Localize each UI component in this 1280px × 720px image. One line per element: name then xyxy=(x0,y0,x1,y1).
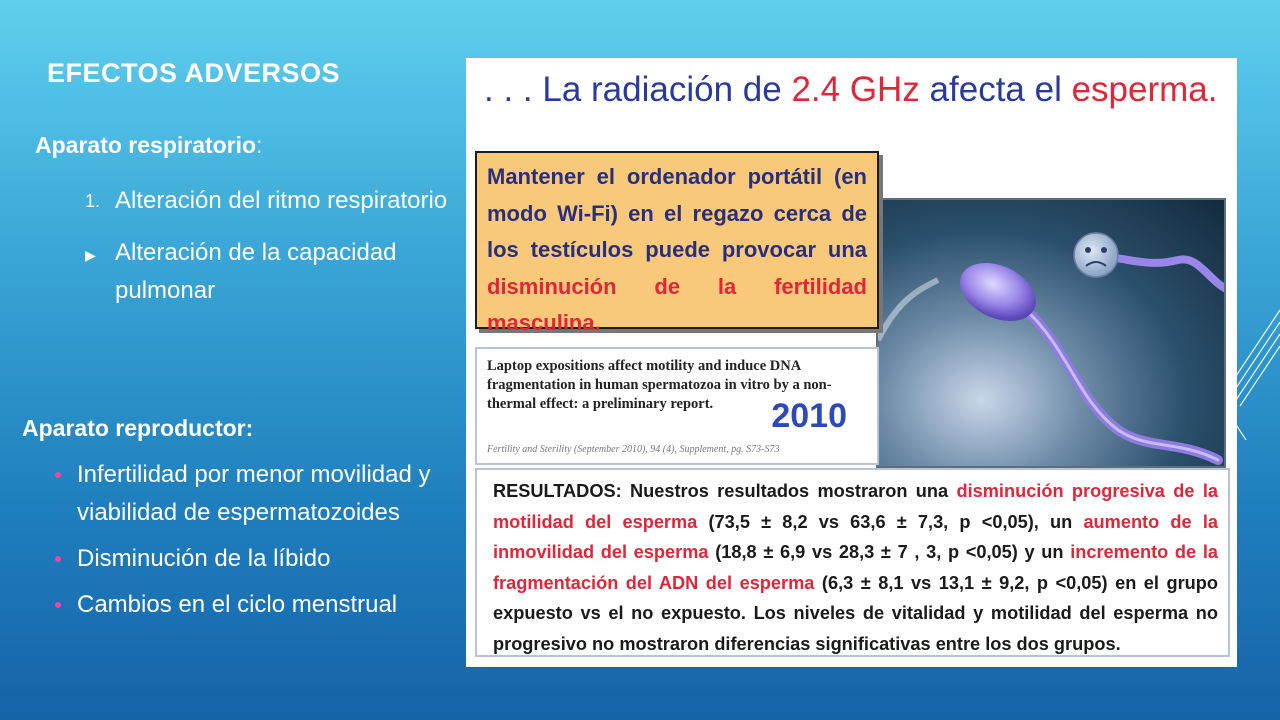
headline-dots: . . . xyxy=(484,70,543,109)
results-highlight-1: disminución progresiva de la motilidad del esperma xyxy=(493,481,1218,532)
list-item xyxy=(55,586,475,624)
headline-frequency: 2.4 GHz xyxy=(791,70,920,109)
triangle-bullet-icon: ▶ xyxy=(85,247,96,263)
list-item xyxy=(55,456,475,532)
list-item xyxy=(85,234,465,310)
bullet-dot-icon xyxy=(55,472,61,478)
list-item-text: Infertilidad por menor movilidad y viabilidad de espermatozoides xyxy=(77,461,431,526)
citation-journal: Fertility and Sterility (September 2010), 94 (4), Supplement, pg. S73-S73 xyxy=(487,444,780,455)
headline-part1: La radiación de xyxy=(542,70,792,109)
reproductive-heading: Aparato reproductor: xyxy=(22,415,254,441)
respiratory-heading-colon: : xyxy=(256,132,263,158)
sperm-illustration xyxy=(876,198,1226,468)
reproductive-list xyxy=(55,456,475,632)
list-item xyxy=(85,182,465,220)
list-item-text: Alteración del ritmo respiratorio xyxy=(115,187,448,214)
list-item-text: Cambios en el ciclo menstrual xyxy=(77,591,398,618)
list-item-text: Disminución de la líbido xyxy=(77,545,331,572)
citation-year: 2010 xyxy=(771,397,847,435)
respiratory-list xyxy=(85,182,465,324)
list-item xyxy=(55,540,475,578)
results-highlight-3: incremento de la fragmentación del ADN del esperma xyxy=(493,542,1218,593)
respiratory-heading-text: Aparato respiratorio xyxy=(35,132,257,158)
warning-text: Mantener el ordenador portátil (en modo Wi-Fi) en el regazo cerca de los testículos puede provocar una xyxy=(487,164,867,262)
slide-title: EFECTOS ADVERSOS xyxy=(47,58,341,88)
results-highlight-2: aumento de la inmovilidad del esperma xyxy=(493,511,1218,562)
bullet-dot-icon xyxy=(55,602,61,608)
citation-title: Laptop expositions affect motility and induce DNA fragmentation in human spermatozoa in vitro by a non-thermal effect: a preliminary report. xyxy=(487,358,832,412)
results-box xyxy=(475,468,1230,657)
results-text-2: (73,5 ± 8,2 vs 63,6 ± 7,3, p <0,05), un xyxy=(697,511,1084,532)
warning-highlight: disminución de la fertilidad masculina. xyxy=(487,273,867,335)
results-text-1: Nuestros resultados mostraron una xyxy=(621,481,957,501)
sperm-drawing xyxy=(878,200,1226,468)
fertility-warning-box xyxy=(475,151,879,335)
bullet-dot-icon xyxy=(55,556,61,562)
results-text-3: (18,8 ± 6,9 vs 28,3 ± 7 , 3, p <0,05) y un xyxy=(708,542,1071,562)
results-label: RESULTADOS: xyxy=(493,481,622,501)
headline-part3: afecta el xyxy=(919,70,1072,109)
image-headline xyxy=(484,70,1218,110)
results-text-4: (6,3 ± 8,1 vs 13,1 ± 9,2, p <0,05) en el grupo expuesto vs el no expuesto. Los niveles de vitalidad y motilidad del esperma no progresivo no mostraron diferencias significativas entre los dos grupos. xyxy=(493,572,1218,654)
headline-sperm: esperma. xyxy=(1071,70,1218,109)
respiratory-heading xyxy=(35,132,263,159)
number-marker: 1. xyxy=(85,191,101,211)
citation-box xyxy=(475,347,879,465)
embedded-image xyxy=(466,58,1237,667)
list-item-text: Alteración de la capacidad pulmonar xyxy=(115,239,397,304)
